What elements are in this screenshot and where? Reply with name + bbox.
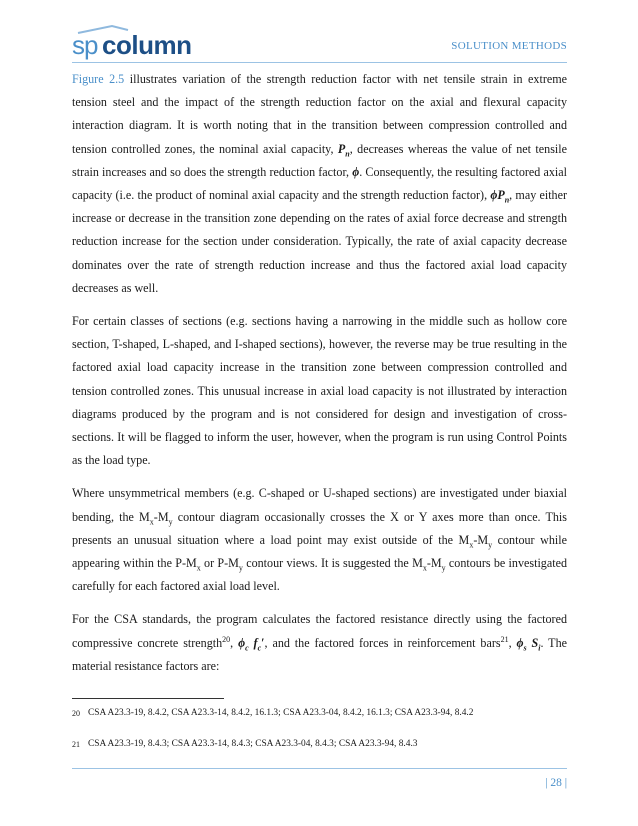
symbol-p: P — [337, 141, 346, 156]
text: , decreases whereas the value of net tensile strain increases and so does the strength reduction factor, — [72, 141, 568, 179]
prime: ′ — [261, 635, 265, 650]
text: contour diagram occasionally crosses the X or Y axes more than once. This presents an unusual situation where a load point may exist outside of the M — [72, 509, 567, 547]
footnote-21 — [72, 738, 567, 751]
footnote-text: CSA A23.3-19, 8.4.3; CSA A23.3-14, 8.4.3; CSA A23.3-04, 8.4.3; CSA A23.3-94, 8.4.3 — [88, 739, 418, 749]
text: or P-M — [200, 556, 239, 571]
page-number: | 28 | — [545, 777, 567, 789]
logo-column: column — [102, 30, 192, 60]
subscript: c — [245, 643, 249, 653]
section-title: SOLUTION METHODS — [451, 40, 567, 52]
footnote-20 — [72, 707, 567, 720]
text: , may either increase or decrease in the transition zone depending on the rates of axial force decrease and strength reduction increase for the section under consideration. Typically, the rate of axial capacity decrease dominates over the rate of strength reduction increase and thus the factored axial load capacity decreases as well. — [72, 188, 567, 295]
paragraph-3 — [72, 482, 567, 598]
text: , and the factored forces in reinforcement bars — [264, 635, 501, 650]
subscript: y — [238, 563, 243, 573]
symbol-phi-p: ϕP — [490, 188, 505, 203]
figure-link[interactable]: Figure 2.5 — [72, 72, 125, 86]
subscript: s — [523, 643, 527, 653]
subscript: n — [504, 195, 510, 205]
text: -M — [473, 532, 489, 547]
subscript: n — [345, 149, 350, 159]
footnote-number: 20 — [72, 709, 80, 718]
subscript: i — [538, 643, 541, 653]
text: . Consequently, the resulting factored axial capacity (i.e. the product of nominal axial capacity and the strength reduction factor), — [72, 164, 567, 203]
paragraph-4 — [72, 608, 567, 678]
text: illustrates variation of the strength reduction factor with net tensile strain in extreme tension steel and the impact of the strength reduction factor on the axial and flexural capacity interaction diagram. It is worth noting that in the transition between compression controlled and tension controlled zones, the nominal axial capacity, — [72, 72, 567, 156]
subscript: c — [257, 643, 262, 653]
subscript: x — [149, 517, 154, 527]
footer-divider — [72, 768, 567, 769]
text: -M — [426, 556, 442, 571]
text: For the CSA standards, the program calculates the factored resistance directly using the factored compressive concrete strength — [72, 612, 567, 650]
footnote-divider — [72, 698, 224, 699]
subscript: y — [168, 517, 173, 527]
footnote-ref-20[interactable]: 20 — [222, 634, 231, 644]
footnote-number: 21 — [72, 740, 80, 749]
symbol-phi: ϕ — [516, 635, 524, 650]
footnote-text: CSA A23.3-19, 8.4.2, CSA A23.3-14, 8.4.2, 16.1.3; CSA A23.3-04, 8.4.2, 16.1.3; CSA A23.3-94, 8.4.2 — [88, 708, 474, 718]
logo-sp: sp — [72, 30, 98, 60]
text: contour views. It is suggested the M — [242, 556, 423, 571]
symbol-f: f — [248, 635, 258, 650]
spcolumn-logo — [72, 30, 202, 60]
subscript: x — [469, 540, 474, 550]
subscript: x — [422, 563, 427, 573]
subscript: y — [441, 563, 446, 573]
symbol-phi: ϕ — [238, 635, 246, 650]
symbol-phi: ϕ — [352, 164, 360, 179]
page-content — [72, 68, 567, 688]
text: contours be investigated carefully for each factored axial load level. — [72, 556, 567, 594]
text: , — [508, 635, 517, 650]
subscript: y — [488, 540, 493, 550]
header-divider — [72, 62, 567, 63]
symbol-s: S — [526, 635, 539, 650]
paragraph-1 — [72, 68, 567, 300]
text: , — [230, 635, 239, 650]
text: contour while appearing within the P-M — [72, 532, 568, 571]
text: -M — [153, 509, 169, 524]
paragraph-2: For certain classes of sections (e.g. sections having a narrowing in the middle such as hollow core section, T-shaped, L-shaped, and I-shaped sections), however, the reverse may be true resulting in the factored axial load capacity increase in the transition zone between compression controlled and tension controlled zones. This unusual increase in axial load capacity is not illustrated by interaction diagrams produced by the program and is not considered for design and investigation of cross-sections. It will be flagged to inform the user, however, when the program is run using Control Points as the load type. — [72, 314, 567, 468]
text: . The material resistance factors are: — [72, 635, 567, 673]
footnote-ref-21[interactable]: 21 — [500, 634, 509, 644]
text: Where unsymmetrical members (e.g. C-shaped or U-shaped sections) are investigated under biaxial bending, the M — [72, 486, 567, 524]
subscript: x — [196, 563, 201, 573]
